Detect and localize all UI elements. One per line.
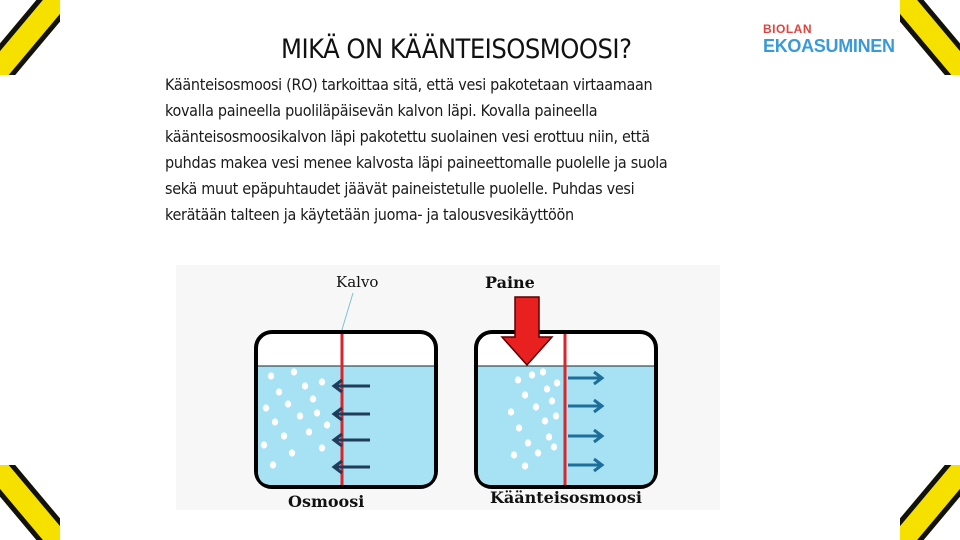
body-line: puhdas makea vesi menee kalvosta läpi paineettomalle puolelle ja suola <box>165 153 668 172</box>
label-membrane: Kalvo <box>336 273 379 291</box>
salt-particle <box>319 444 325 451</box>
brand-logo-main: EKOASUMINEN <box>763 36 895 56</box>
slide-title: MIKÄ ON KÄÄNTEISOSMOOSI? <box>281 34 632 65</box>
salt-particle <box>508 408 514 415</box>
body-line: kovalla paineella puoliläpäisevän kalvon läpi. Kovalla paineella <box>165 101 598 120</box>
body-line: Käänteisosmoosi (RO) tarkoittaa sitä, että vesi pakotetaan virtaamaan <box>165 75 653 94</box>
corner-decoration-bottom-right <box>900 465 960 540</box>
salt-particle <box>268 372 274 379</box>
slide-body-text <box>165 72 725 228</box>
salt-particle <box>511 451 517 458</box>
salt-particle <box>535 449 541 456</box>
salt-particle <box>319 378 325 385</box>
salt-particle <box>289 449 295 456</box>
label-pressure: Paine <box>485 273 535 292</box>
salt-particle <box>270 461 276 468</box>
osmosis-diagram-svg <box>176 265 720 510</box>
salt-particle <box>261 441 267 448</box>
salt-particle <box>272 418 278 425</box>
salt-particle <box>291 368 297 375</box>
salt-particle <box>542 417 548 424</box>
left-beaker <box>256 332 436 487</box>
salt-particle <box>324 421 330 428</box>
salt-particle <box>276 388 282 395</box>
body-line: käänteisosmoosikalvon läpi pakotettu suolainen vesi erottuu niin, että <box>165 127 650 146</box>
body-line: kerätään talteen ja käytetään juoma- ja talousvesikäyttöön <box>165 205 574 224</box>
salt-particle <box>516 424 522 431</box>
salt-particle <box>546 433 552 440</box>
salt-particle <box>553 412 559 419</box>
corner-decoration-top-left <box>0 0 60 75</box>
salt-particle <box>554 379 560 386</box>
salt-particle <box>525 439 531 446</box>
salt-particle <box>314 409 320 416</box>
salt-particle <box>515 376 521 383</box>
salt-particle <box>281 432 287 439</box>
salt-particle <box>522 462 528 469</box>
salt-particle <box>302 382 308 389</box>
salt-particle <box>285 400 291 407</box>
salt-particle <box>544 385 550 392</box>
salt-particle <box>263 404 269 411</box>
brand-logo <box>763 22 913 56</box>
salt-particle <box>549 397 555 404</box>
salt-particle <box>522 391 528 398</box>
brand-logo-top: BIOLAN <box>763 22 812 36</box>
body-line: sekä muut epäpuhtaudet jäävät paineistetulle puolelle. Puhdas vesi <box>165 179 635 198</box>
salt-particle <box>306 428 312 435</box>
caption-reverse-osmosis: Käänteisosmoosi <box>490 488 642 507</box>
corner-decoration-bottom-left <box>0 465 60 540</box>
caption-osmosis: Osmoosi <box>288 492 365 510</box>
salt-particle <box>551 443 557 450</box>
salt-particle <box>310 395 316 402</box>
salt-particle <box>529 371 535 378</box>
salt-particle <box>540 368 546 375</box>
salt-particle <box>297 412 303 419</box>
osmosis-diagram <box>176 265 720 510</box>
salt-particle <box>533 403 539 410</box>
